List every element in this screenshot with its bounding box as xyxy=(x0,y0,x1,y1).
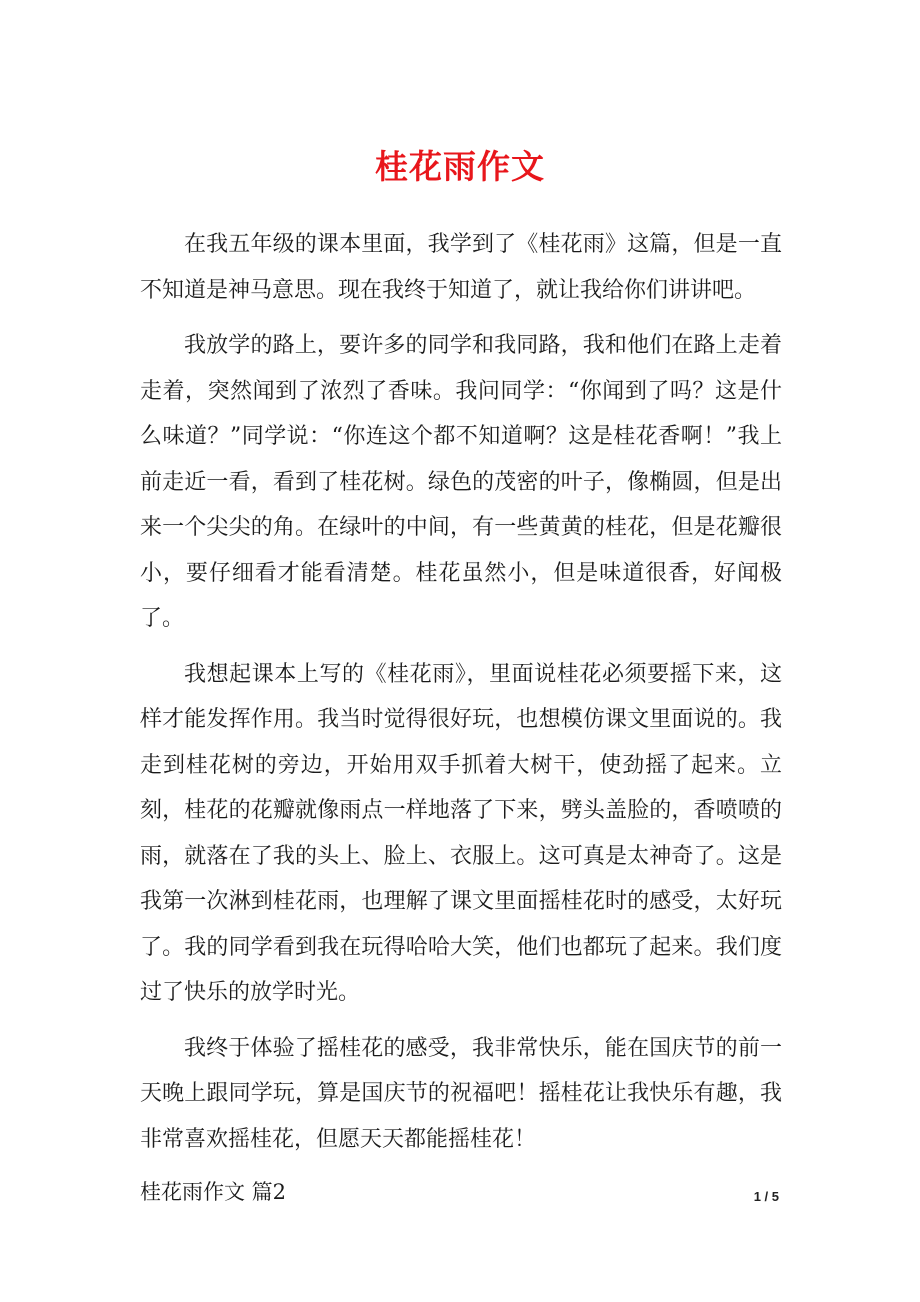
paragraph-4: 我终于体验了摇桂花的感受，我非常快乐，能在国庆节的前一天晚上跟同学玩，算是国庆节的祝福吧！摇桂花让我快乐有趣，我非常喜欢摇桂花，但愿天天都能摇桂花！ xyxy=(140,1035,782,1152)
document-title: 桂花雨作文 xyxy=(375,147,545,186)
paragraph-2: 我放学的路上，要许多的同学和我同路，我和他们在路上走着走着，突然闻到了浓烈了香味。我问同学：“你闻到了吗？这是什么味道？”同学说：“你连这个都不知道啊？这是桂花香啊！”我上前走近一看，看到了桂花树。绿色的茂密的叶子，像椭圆，但是出来一个尖尖的角。在绿叶的中间，有一些黄黄的桂花，但是花瓣很小，要仔细看才能看清楚。桂花虽然小，但是味道很香，好闻极了。 xyxy=(140,333,782,631)
paragraph-1: 在我五年级的课本里面，我学到了《桂花雨》这篇，但是一直不知道是神马意思。现在我终于知道了，就让我给你们讲讲吧。 xyxy=(140,232,782,303)
section-subheading: 桂花雨作文 篇2 xyxy=(140,1180,287,1204)
page-number: 1 / 5 xyxy=(753,1189,779,1204)
document-body xyxy=(140,222,782,1214)
paragraph-3: 我想起课本上写的《桂花雨》，里面说桂花必须要摇下来，这样才能发挥作用。我当时觉得很好玩，也想模仿课文里面说的。我走到桂花树的旁边，开始用双手抓着大树干，使劲摇了起来。立刻，桂花的花瓣就像雨点一样地落了下来，劈头盖脸的，香喷喷的雨，就落在了我的头上、脸上、衣服上。这可真是太神奇了。这是我第一次淋到桂花雨，也理解了课文里面摇桂花时的感受，太好玩了。我的同学看到我在玩得哈哈大笑，他们也都玩了起来。我们度过了快乐的放学时光。 xyxy=(140,661,782,1005)
